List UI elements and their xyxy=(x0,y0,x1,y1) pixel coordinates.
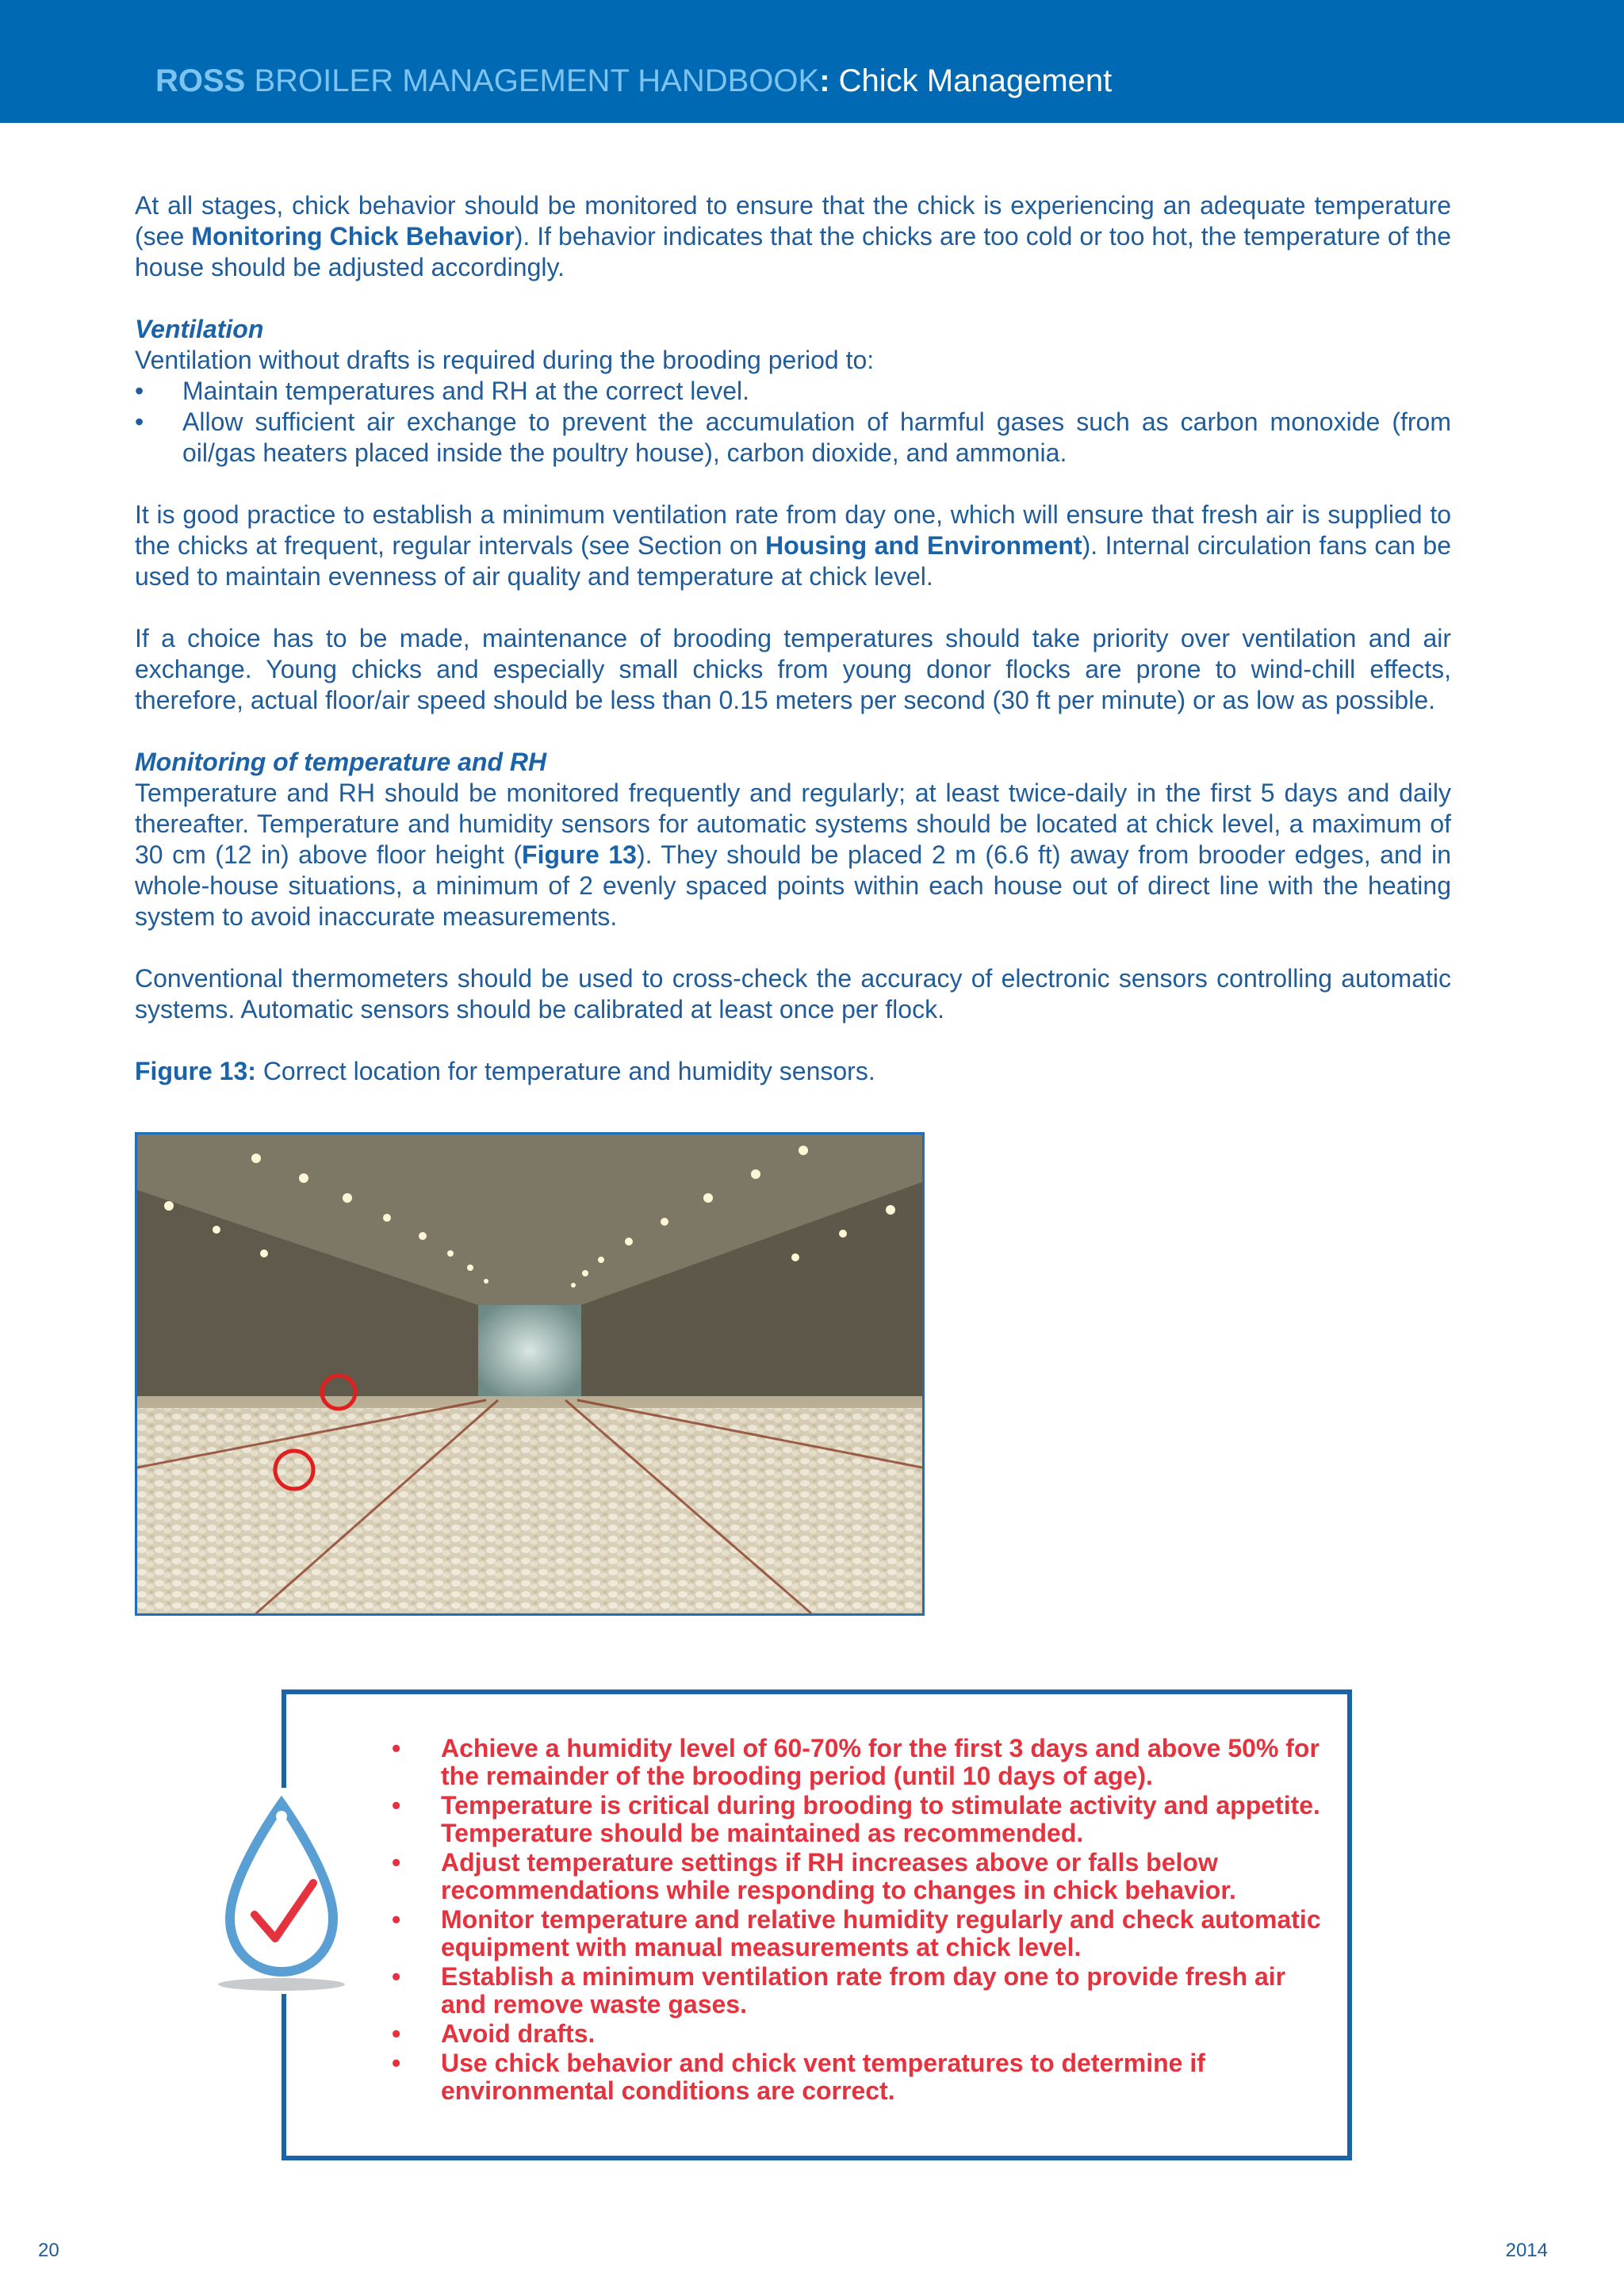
minimum-ventilation-paragraph xyxy=(135,499,1451,592)
monitoring-paragraph xyxy=(135,778,1451,932)
text: Temperature and RH should be monitored frequently and regularly; at least twice-daily in the first 5 days and daily thereafter. Temperature and humidity sensors for automatic systems should be located at chick level, a maximum of 30 cm (12 in) above floor height ( xyxy=(135,779,1451,869)
key-point: • Adjust temperature settings if RH increases above or falls below recommendations while responding to changes in chick behavior. xyxy=(389,1849,1332,1904)
key-point: • Avoid drafts. xyxy=(389,2020,1332,2048)
text: At all stages, chick behavior should be monitored to ensure that the chick is experiencing an adequate temperature (see xyxy=(135,191,1451,251)
text: ). If behavior indicates that the chicks are too cold or too hot, the temperature of the house should be adjusted accordingly. xyxy=(135,222,1452,281)
key-point: • Achieve a humidity level of 60-70% for the first 3 days and above 50% for the remainder of the brooding period (until 10 days of age). xyxy=(389,1735,1332,1790)
publication-year: 2014 xyxy=(1505,2240,1548,2261)
header-section: Chick Management xyxy=(829,63,1113,98)
text: ). Internal circulation fans can be used to maintain evenness of air quality and temperature at chick level. xyxy=(135,531,1452,591)
ref-housing-and-environment: Housing and Environment xyxy=(765,531,1082,560)
figure-label: Figure 13: xyxy=(135,1057,256,1085)
ventilation-heading: Ventilation xyxy=(135,315,264,343)
ventilation-intro: Ventilation without drafts is required during the brooding period to: xyxy=(135,346,875,374)
ventilation-list xyxy=(135,376,1451,469)
key-point: • Temperature is critical during brooding to stimulate activity and appetite. Temperature should be maintained as recommended. xyxy=(389,1792,1332,1847)
water-drop-checkmark-icon xyxy=(202,1788,361,1994)
header-series: BROILER MANAGEMENT HANDBOOK xyxy=(245,63,820,98)
intro-paragraph xyxy=(135,190,1451,283)
key-point: • Monitor temperature and relative humidity regularly and check automatic equipment with manual measurements at chick level. xyxy=(389,1906,1332,1961)
figure-caption-text: Correct location for temperature and humidity sensors. xyxy=(255,1057,875,1085)
key-points-list xyxy=(389,1735,1332,2107)
poultry-house-illustration xyxy=(137,1135,922,1613)
poultry-house-photo xyxy=(135,1132,925,1616)
list-item: • Allow sufficient air exchange to prevent the accumulation of harmful gases such as carbon monoxide (from oil/gas heaters placed inside the poultry house), carbon dioxide, and ammonia. xyxy=(135,407,1451,469)
text: It is good practice to establish a minimum ventilation rate from day one, which will ensure that fresh air is supplied to the chicks at frequent, regular intervals (see Section on xyxy=(135,500,1451,560)
monitoring-heading: Monitoring of temperature and RH xyxy=(135,748,547,776)
header-bar xyxy=(0,0,1624,123)
ref-monitoring-chick-behavior: Monitoring Chick Behavior xyxy=(191,222,515,251)
header-brand: ROSS xyxy=(155,63,246,98)
priority-paragraph: If a choice has to be made, maintenance of brooding temperatures should take priority over ventilation and air exchange. Young chicks and especially small chicks from young donor flocks are prone to wind-chill effects, therefore, actual floor/air speed should be less than 0.15 meters per second (30 ft per minute) or as low as possible. xyxy=(135,624,1451,714)
key-point: • Use chick behavior and chick vent temperatures to determine if environmental conditions are correct. xyxy=(389,2049,1332,2105)
figure-caption xyxy=(135,1056,1451,1087)
page-header-title xyxy=(155,62,1112,100)
ref-figure-13: Figure 13 xyxy=(522,840,637,869)
text: ). They should be placed 2 m (6.6 ft) away from brooder edges, and in whole-house situations, a minimum of 2 evenly spaced points within each house out of direct line with the heating system to avoid inaccurate measurements. xyxy=(135,840,1452,931)
key-point: • Establish a minimum ventilation rate from day one to provide fresh air and remove waste gases. xyxy=(389,1963,1332,2019)
page-number: 20 xyxy=(38,2240,59,2261)
list-item: • Maintain temperatures and RH at the correct level. xyxy=(135,376,1451,407)
thermometer-paragraph: Conventional thermometers should be used to cross-check the accuracy of electronic sensors controlling automatic systems. Automatic sensors should be calibrated at least once per flock. xyxy=(135,964,1451,1024)
body-content xyxy=(135,190,1451,1087)
header-colon: : xyxy=(819,63,830,98)
